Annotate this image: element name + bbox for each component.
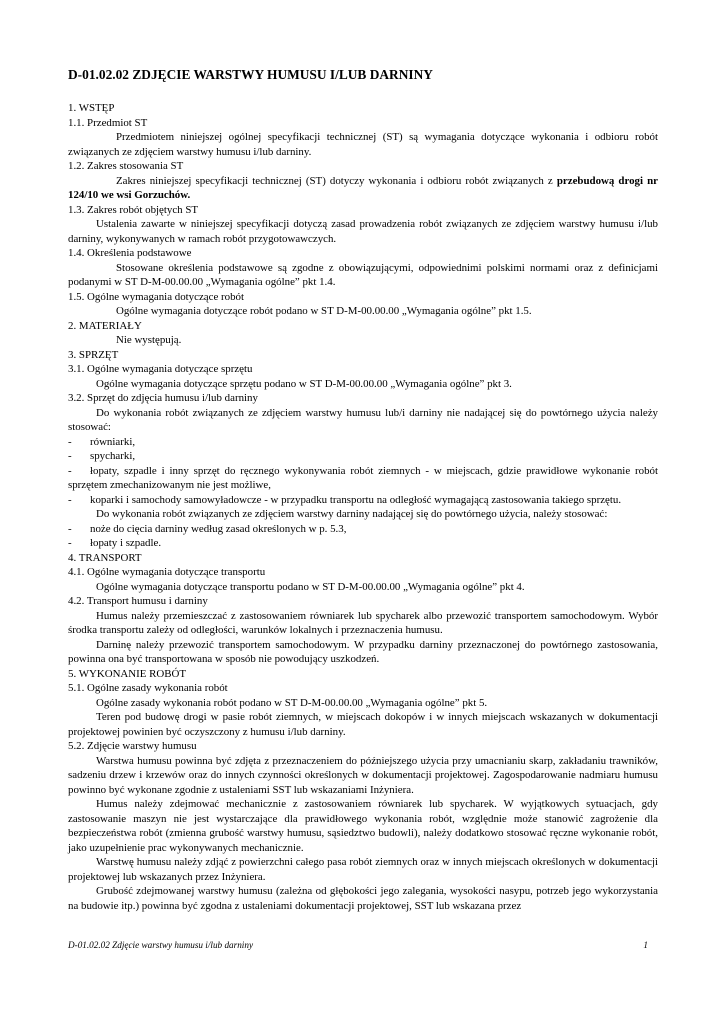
list-dash: -	[68, 493, 72, 506]
list-dash: -	[68, 435, 72, 448]
list-item-text: łopaty i szpadle.	[90, 537, 162, 549]
paragraph: Ogólne zasady wykonania robót podano w ST D-M-00.00.00 „Wymagania ogólne” pkt 5.	[96, 696, 488, 709]
paragraph: Ustalenia zawarte w niniejszej specyfikacji dotyczą zasad prowadzenia robót związanych ze zdjęciem warstwy humusu i/lub darniny, wykonywanych w ramach robót przygotowawczych.	[68, 218, 658, 245]
paragraph: Do wykonania robót związanych ze zdjęciem warstwy humusu lub/i darniny nie nadającej się do powtórnego użycia należy stosować:	[68, 406, 658, 433]
document-title: D-01.02.02 ZDJĘCIE WARSTWY HUMUSU I/LUB DARNINY	[68, 67, 433, 82]
subsection-heading: 3.2. Sprzęt do zdjęcia humusu i/lub darniny	[68, 392, 258, 404]
document-body	[68, 101, 658, 913]
section-heading: 3. SPRZĘT	[68, 348, 119, 361]
list-item	[68, 464, 658, 493]
section-heading: 2. MATERIAŁY	[68, 319, 142, 332]
paragraph: Ogólne wymagania dotyczące robót podano w ST D-M-00.00.00 „Wymagania ogólne” pkt 1.5.	[116, 305, 532, 317]
list-item	[68, 522, 658, 537]
subsection-heading: 1.2. Zakres stosowania ST	[68, 160, 184, 172]
paragraph: Darninę należy przewozić transportem samochodowym. W przypadku darniny przeznaczonej do powtórnego zastosowania, powinna ona być transportowana w sposób nie powodujący uszkodzeń.	[68, 638, 658, 665]
paragraph: Grubość zdejmowanej warstwy humusu (zależna od głębokości jego zalegania, wysokości nasypu, potrzeb jego wykorzystania na budowie itp.) powinna być zgodna z ustaleniami dokumentacji projektowej, SST lub wskazana przez	[68, 885, 658, 912]
paragraph: Do wykonania robót związanych ze zdjęciem warstwy darniny nadającej się do powtórnego użycia, należy stosować:	[96, 508, 608, 520]
list-item	[68, 493, 658, 508]
list-item-text: noże do cięcia darniny według zasad określonych w p. 5.3,	[90, 522, 347, 535]
list-dash: -	[68, 450, 72, 462]
document-page	[68, 66, 658, 913]
section-heading: 1. WSTĘP	[68, 102, 115, 114]
list-item-text: łopaty, szpadle i inny sprzęt do ręcznego wykonywania robót ziemnych - w miejscach, gdzie prawidłowe wykonanie robót sprzętem zmechanizowanym nie jest możliwe,	[68, 464, 658, 491]
subsection-heading: 1.4. Określenia podstawowe	[68, 247, 192, 259]
subsection-heading: 5.2. Zdjęcie warstwy humusu	[68, 740, 197, 752]
section-heading: 5. WYKONANIE ROBÓT	[68, 667, 187, 680]
paragraph-text: Zakres niniejszej specyfikacji technicznej (ST) dotyczy wykonania i odbioru robót związanych z	[116, 174, 553, 187]
paragraph: Teren pod budowę drogi w pasie robót ziemnych, w miejscach dokopów i w innych miejscach wskazanych w dokumentacji projektowej powinien być oczyszczony z humusu i/lub darniny.	[68, 711, 658, 738]
list-item-text: spycharki,	[90, 450, 136, 462]
page-footer	[68, 940, 648, 950]
list-dash: -	[68, 464, 72, 477]
footer-text: D-01.02.02 Zdjęcie warstwy humusu i/lub darniny	[68, 940, 254, 950]
subsection-heading: 1.3. Zakres robót objętych ST	[68, 203, 199, 216]
paragraph: Nie występują.	[116, 334, 182, 346]
subsection-heading: 5.1. Ogólne zasady wykonania robót	[68, 682, 228, 694]
list-item	[68, 536, 658, 551]
list-dash: -	[68, 522, 72, 535]
paragraph: Stosowane określenia podstawowe są zgodne z obowiązującymi, odpowiednimi polskimi normami oraz z definicjami podanymi w ST D-M-00.00.00 „Wymagania ogólne” pkt 1.4.	[68, 261, 658, 288]
paragraph: Warstwę humusu należy zdjąć z powierzchni całego pasa robót ziemnych oraz w innych miejscach określonych w dokumentacji projektowej lub wskazanych przez Inżyniera.	[68, 856, 658, 883]
list-item-text: równiarki,	[90, 435, 136, 448]
list-item	[68, 449, 658, 464]
subsection-heading: 1.5. Ogólne wymagania dotyczące robót	[68, 290, 245, 303]
list-item-text: koparki i samochody samowyładowcze - w przypadku transportu na odległość wymagającą zastosowania takiego sprzętu.	[90, 493, 622, 506]
subsection-heading: 1.1. Przedmiot ST	[68, 116, 148, 129]
subsection-heading: 4.1. Ogólne wymagania dotyczące transportu	[68, 566, 266, 578]
paragraph: Humus należy przemieszczać z zastosowaniem równiarek lub spycharek albo przewozić transportem samochodowym. Wybór środka transportu zależy od odległości, warunków lokalnych i przeznaczenia humusu.	[68, 609, 658, 636]
subsection-heading: 3.1. Ogólne wymagania dotyczące sprzętu	[68, 363, 253, 375]
subsection-heading: 4.2. Transport humusu i darniny	[68, 595, 208, 607]
paragraph: Warstwa humusu powinna być zdjęta z przeznaczeniem do późniejszego użycia przy umacnianiu skarp, zakładaniu trawników, sadzeniu drzew i krzewów oraz do innych czynności określonych w dokumentacji projektowej. Zagospodarowanie nadmiaru humusu powinno być wykonane zgodnie z ustaleniami SST lub wskazaniami Inżyniera.	[68, 754, 658, 796]
paragraph: Ogólne wymagania dotyczące transportu podano w ST D-M-00.00.00 „Wymagania ogólne” pkt 4.	[96, 580, 525, 593]
list-dash: -	[68, 537, 72, 549]
list-item	[68, 435, 658, 450]
paragraph: Ogólne wymagania dotyczące sprzętu podano w ST D-M-00.00.00 „Wymagania ogólne” pkt 3.	[96, 377, 512, 390]
paragraph: Humus należy zdejmować mechanicznie z zastosowaniem równiarek lub spycharek. W wyjątkowych sytuacjach, gdy zastosowanie maszyn nie jest wystarczające dla prawidłowego wykonania robót, względnie może stanowić zagrożenie dla bezpieczeństwa robót (zmienna grubość warstwy humusu, sąsiedztwo budowli), należy dodatkowo stosować ręczne wykonanie robót, jako uzupełnienie prac wykonywanych mechanicznie.	[68, 798, 658, 854]
project-name: przebudową drogi nr 124/10 we wsi Gorzuchów.	[68, 174, 658, 201]
page-number: 1	[643, 940, 648, 950]
section-heading: 4. TRANSPORT	[68, 551, 142, 564]
paragraph	[68, 174, 658, 203]
paragraph: Przedmiotem niniejszej ogólnej specyfikacji technicznej (ST) są wymagania dotyczące wykonania i odbioru robót związanych ze zdjęciem warstwy humusu i/lub darniny.	[68, 131, 658, 158]
